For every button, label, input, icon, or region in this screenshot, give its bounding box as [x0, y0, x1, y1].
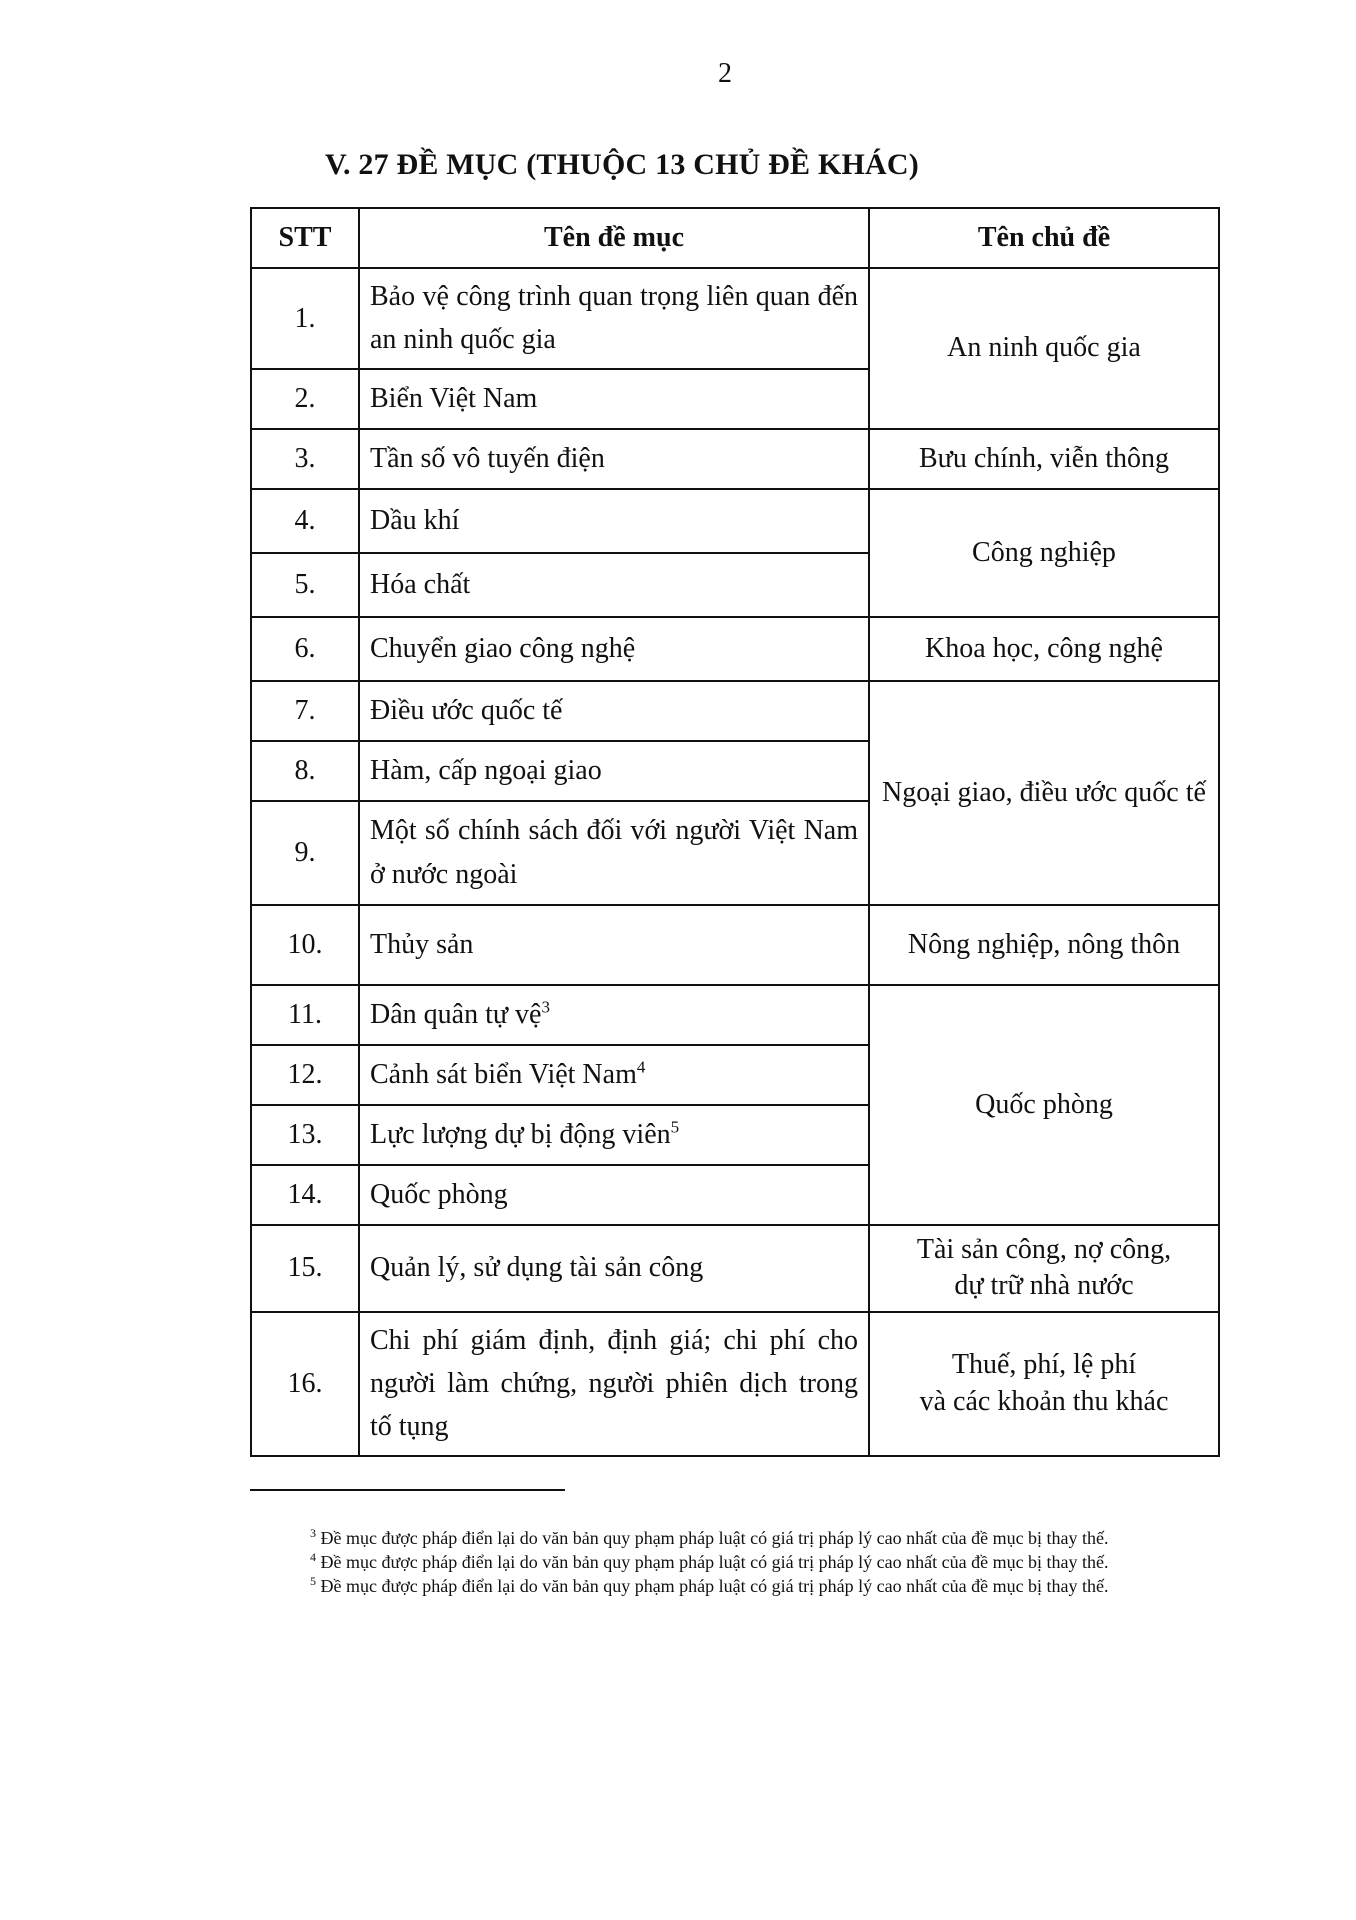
- footnote-number: 3: [310, 1526, 316, 1540]
- row-name: Chi phí giám định, định giá; chi phí cho người làm chứng, người phiên dịch trong tố tụng: [359, 1312, 869, 1456]
- topic-line: dự trữ nhà nước: [954, 1270, 1134, 1302]
- topic-line: Nông nghiệp, nông thôn: [907, 928, 1181, 960]
- row-stt: 14.: [251, 1165, 359, 1225]
- footnote: [250, 1574, 1205, 1598]
- footnote-ref: 5: [670, 1117, 680, 1137]
- row-stt: 16.: [251, 1312, 359, 1456]
- topic-cell: [869, 1312, 1219, 1456]
- topic-cell: [869, 268, 1219, 429]
- row-stt: 4.: [251, 489, 359, 553]
- table-row: [251, 1312, 1219, 1456]
- row-name: [359, 1045, 869, 1105]
- table-row: [251, 1225, 1219, 1312]
- row-name: Một số chính sách đối với người Việt Nam ở nước ngoài: [359, 801, 869, 905]
- topic-line: Thuế, phí, lệ phí: [951, 1349, 1137, 1381]
- row-name: [359, 1105, 869, 1165]
- table-row: [251, 681, 1219, 741]
- footnote: [250, 1526, 1205, 1550]
- table-header-row: [251, 208, 1219, 268]
- topic-line: An ninh quốc gia: [947, 332, 1141, 364]
- row-name-text: Cảnh sát biển Việt Nam: [370, 1059, 637, 1091]
- topic-line: và các khoản thu khác: [919, 1385, 1169, 1417]
- row-stt: 1.: [251, 268, 359, 369]
- topic-line: Quốc phòng: [975, 1088, 1113, 1120]
- row-name: Quốc phòng: [359, 1165, 869, 1225]
- footnote-ref: 3: [541, 997, 550, 1017]
- footnote-number: 5: [310, 1574, 316, 1588]
- row-stt: 5.: [251, 553, 359, 617]
- topic-line: Bưu chính, viễn thông: [918, 442, 1170, 474]
- footnote: [250, 1550, 1205, 1574]
- row-stt: 9.: [251, 801, 359, 905]
- row-name: Thủy sản: [359, 905, 869, 985]
- footnote-ref: 4: [636, 1057, 646, 1077]
- row-stt: 8.: [251, 741, 359, 801]
- topic-cell: [869, 617, 1219, 681]
- topic-cell: [869, 1225, 1219, 1312]
- row-stt: 13.: [251, 1105, 359, 1165]
- row-stt: 7.: [251, 681, 359, 741]
- table-row: [251, 429, 1219, 489]
- topic-cell: [869, 905, 1219, 985]
- table-row: [251, 489, 1219, 553]
- row-stt: 6.: [251, 617, 359, 681]
- row-stt: 2.: [251, 369, 359, 429]
- row-name: Dầu khí: [359, 489, 869, 553]
- section-title: V. 27 ĐỀ MỤC (THUỘC 13 CHỦ ĐỀ KHÁC): [325, 148, 919, 181]
- row-stt: 12.: [251, 1045, 359, 1105]
- topic-cell: [869, 489, 1219, 617]
- table-row: [251, 905, 1219, 985]
- header-topic-name: Tên chủ đề: [869, 208, 1219, 268]
- topic-line: Công nghiệp: [972, 536, 1116, 568]
- row-name: Chuyển giao công nghệ: [359, 617, 869, 681]
- footnote-divider: [250, 1489, 565, 1491]
- topic-cell: [869, 681, 1219, 905]
- table-row: [251, 617, 1219, 681]
- footnote-text: Đề mục được pháp điển lại do văn bản quy phạm pháp luật có giá trị pháp lý cao nhất của đề mục bị thay thế.: [320, 1552, 1109, 1572]
- page-number: 2: [718, 58, 732, 89]
- row-name: Bảo vệ công trình quan trọng liên quan đến an ninh quốc gia: [359, 268, 869, 369]
- table-row: [251, 985, 1219, 1045]
- row-name: Điều ước quốc tế: [359, 681, 869, 741]
- footnote-text: Đề mục được pháp điển lại do văn bản quy phạm pháp luật có giá trị pháp lý cao nhất của đề mục bị thay thế.: [320, 1528, 1109, 1548]
- row-name: Hàm, cấp ngoại giao: [359, 741, 869, 801]
- topic-line: Tài sản công, nợ công,: [916, 1233, 1172, 1265]
- row-stt: 10.: [251, 905, 359, 985]
- header-stt: STT: [251, 208, 359, 268]
- header-topic-item-name: Tên đề mục: [359, 208, 869, 268]
- row-name-text: Lực lượng dự bị động viên: [370, 1119, 671, 1151]
- row-stt: 15.: [251, 1225, 359, 1312]
- topic-line: Khoa học, công nghệ: [925, 632, 1163, 664]
- topics-table: [250, 207, 1220, 1457]
- row-name: Biển Việt Nam: [359, 369, 869, 429]
- row-name: Tần số vô tuyến điện: [359, 429, 869, 489]
- footnote-text: Đề mục được pháp điển lại do văn bản quy phạm pháp luật có giá trị pháp lý cao nhất của đề mục bị thay thế.: [320, 1576, 1109, 1596]
- footnotes: [250, 1526, 1205, 1598]
- table-row: [251, 268, 1219, 369]
- row-stt: 11.: [251, 985, 359, 1045]
- topic-line: Ngoại giao, điều ước quốc tế: [882, 776, 1206, 808]
- topic-cell: [869, 985, 1219, 1225]
- topic-cell: [869, 429, 1219, 489]
- footnote-number: 4: [310, 1550, 316, 1564]
- row-name-text: Dân quân tự vệ: [370, 999, 542, 1031]
- row-stt: 3.: [251, 429, 359, 489]
- row-name: Quản lý, sử dụng tài sản công: [359, 1225, 869, 1312]
- row-name: [359, 985, 869, 1045]
- row-name: Hóa chất: [359, 553, 869, 617]
